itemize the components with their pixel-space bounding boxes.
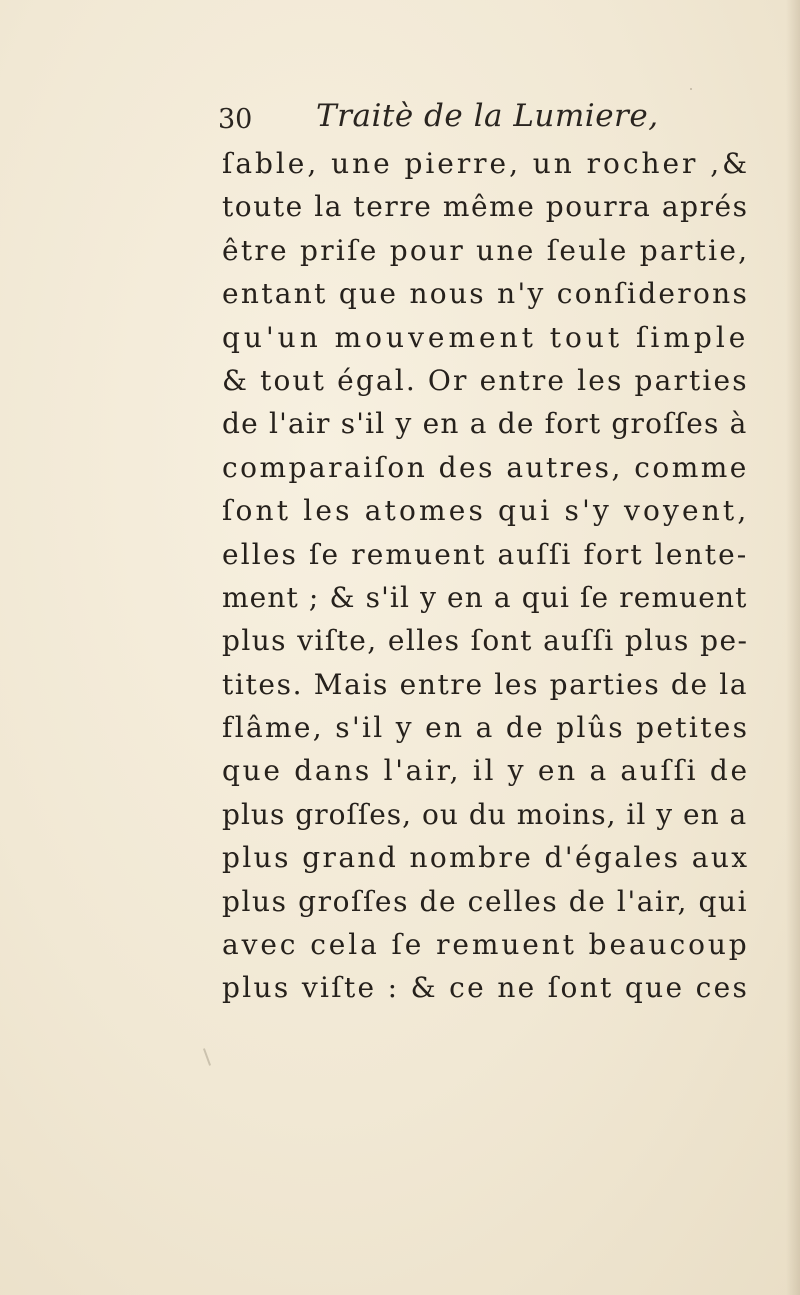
text-line: entant que nous n'y conſiderons: [222, 277, 750, 311]
text-line: flâme, s'il y en a de plûs petites: [222, 711, 750, 745]
text-line: plus groſſes, ou du moins, il y en a: [222, 797, 748, 831]
body-text: [222, 142, 751, 1010]
text-line: plus viſte, elles ſont auſſi plus pe-: [222, 624, 749, 658]
running-title: Traitè de la Lumiere,: [316, 98, 659, 134]
page-header: [218, 98, 738, 142]
text-line: toute la terre même pourra aprés: [222, 190, 749, 224]
text-line: ſont les atomes qui s'y voyent,: [222, 494, 750, 528]
text-line: & tout égal. Or entre les parties: [222, 363, 749, 397]
text-line: plus groſſes de celles de l'air, qui: [222, 884, 749, 918]
text-line: plus viſte : & ce ne ſont que ces: [222, 971, 750, 1005]
text-line: de l'air s'il y en a de fort groſſes à: [222, 407, 748, 441]
page-number: 30: [218, 104, 253, 135]
text-line: tites. Mais entre les parties de la: [222, 667, 749, 701]
paper-speck: [690, 88, 692, 90]
text-line: avec cela ſe remuent beaucoup: [222, 928, 750, 962]
text-line: plus grand nombre d'égales aux: [222, 841, 750, 875]
paper-speck: [203, 1048, 211, 1066]
text-line: être priſe pour une ſeule partie,: [222, 233, 750, 267]
text-line: comparaiſon des autres, comme: [222, 450, 749, 484]
text-line: ſable, une pierre, un rocher ,&: [222, 147, 751, 180]
text-line: elles ſe remuent auſſi fort lente-: [222, 537, 749, 571]
text-line: que dans l'air, il y en a auſſi de: [222, 754, 750, 788]
text-line: ment ; & s'il y en a qui ſe remuent: [222, 580, 748, 614]
text-line: qu'un mouvement tout ſimple: [222, 320, 750, 354]
page-edge-shadow: [786, 0, 800, 1295]
